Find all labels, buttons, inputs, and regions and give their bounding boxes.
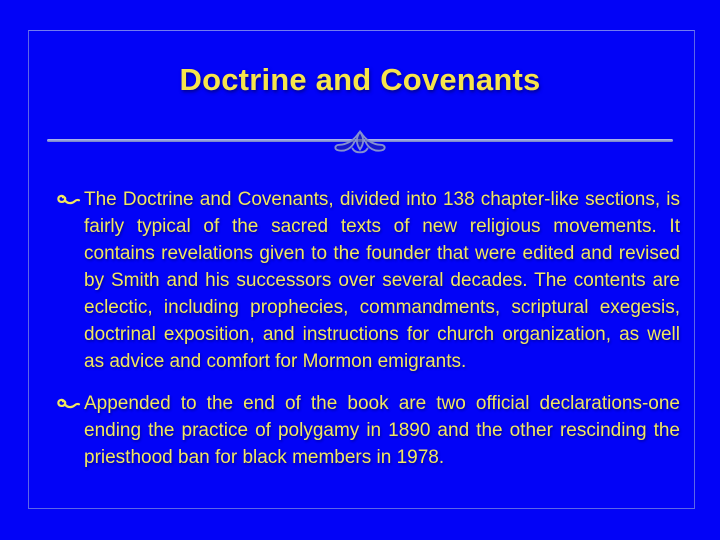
bullet-item [52,390,680,471]
slide-title: Doctrine and Covenants [179,62,541,97]
swash-bullet-icon [52,390,84,411]
bullet-item [52,186,680,375]
divider-ornament-icon [330,125,390,157]
bullet-text: The Doctrine and Covenants, divided into 138 chapter-like sections, is fairly typical of the sacred texts of new religious movements. It contains revelations given to the founder that were edited and revised by Smith and his successors over several decades. The contents are eclectic, including prophecies, commandments, scriptural exegesis, doctrinal exposition, and instructions for church organization, as well as advice and comfort for Mormon emigrants. [84,189,680,372]
bullet-list [52,186,680,486]
swash-bullet-icon [52,186,84,207]
bullet-text: Appended to the end of the book are two official declarations-one ending the practice of polygamy in 1890 and the other rescinding the priesthood ban for black members in 1978. [84,393,680,468]
